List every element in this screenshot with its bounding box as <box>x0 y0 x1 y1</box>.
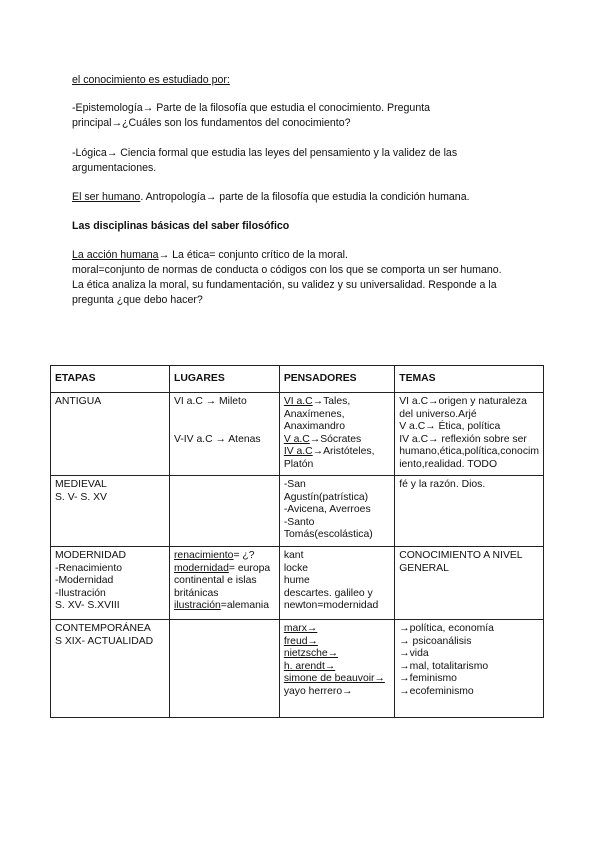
pensador-line <box>284 434 390 447</box>
table-row-antigua <box>51 393 544 476</box>
etapa-sub: -Renacimiento <box>55 562 122 574</box>
pensador-line: Tomás(escolástica) <box>283 529 373 540</box>
lugar-line <box>174 550 275 563</box>
table-row-contemporanea <box>51 620 544 718</box>
lugar-value: =alemania <box>220 600 269 611</box>
lugar-line: VI a.C → Mileto <box>173 396 247 407</box>
pensador-period: V a.C <box>283 433 310 445</box>
etapas-table <box>50 365 544 718</box>
pensador-period: VI a.C <box>283 396 313 407</box>
pensador-line: Anaximandro <box>283 421 346 432</box>
pensador-line: h. arendt→ <box>283 660 336 672</box>
pensador-period: IV a.C <box>283 446 313 457</box>
section-title: Las disciplinas básicas del saber filosófico <box>72 220 290 232</box>
tema-line: →política, economía <box>399 623 494 634</box>
ser-humano-term: El ser humano <box>72 191 141 203</box>
tema-line: GENERAL <box>399 562 449 574</box>
pensador-line: Anaxímenes, <box>283 408 345 420</box>
epistemologia-line-1: -Epistemología→ Parte de la filosofía que estudia el conocimiento. Pregunta <box>72 102 431 114</box>
lugar-term: renacimiento <box>173 550 234 561</box>
tema-line: humano,ética,política,conocim <box>399 446 539 457</box>
accion-humana-paragraph <box>72 248 542 308</box>
accion-line <box>72 248 542 263</box>
lugar-term: ilustración <box>173 600 221 611</box>
cell-lugares <box>169 476 279 547</box>
tema-line: V a.C→ Ética, política <box>399 421 501 432</box>
cell-lugares <box>169 393 279 476</box>
pensador-line: freud→ <box>283 635 318 647</box>
lugar-value: = ¿? <box>233 550 255 561</box>
cell-lugares <box>169 620 279 718</box>
pensador-line: simone de beauvoir→ <box>283 673 385 684</box>
etapa-label: ANTIGUA <box>55 396 102 407</box>
pensador-line <box>284 396 390 409</box>
header-temas: TEMAS <box>395 366 544 393</box>
etapa-label: MODERNIDAD <box>55 550 127 561</box>
header-lugares: LUGARES <box>169 366 279 393</box>
tema-line: →mal, totalitarismo <box>399 660 489 672</box>
cell-etapa <box>51 393 170 476</box>
cell-etapa <box>51 476 170 547</box>
cell-etapa <box>51 547 170 620</box>
intro-heading: el conocimiento es estudiado por: <box>72 74 230 86</box>
lugar-line <box>174 563 275 576</box>
lugar-value: = europa <box>228 562 271 574</box>
pensador-line: newton=modernidad <box>283 600 379 611</box>
pensador-line: descartes. galileo y <box>283 587 373 599</box>
lugar-line: continental e islas <box>173 575 257 586</box>
etapa-period: S XIX- ACTUALIDAD <box>55 635 154 647</box>
pensador-line: kant <box>283 550 304 561</box>
lugar-term: modernidad <box>173 562 229 574</box>
pensador-names: →Sócrates <box>309 433 362 445</box>
pensador-line: -Avicena, Averroes <box>283 504 371 515</box>
cell-temas <box>395 620 544 718</box>
accion-term: La acción humana <box>72 249 159 261</box>
lugar-line: V-IV a.C → Atenas <box>173 433 261 445</box>
cell-temas <box>395 547 544 620</box>
etapa-sub: -Ilustración <box>55 587 106 599</box>
epistemologia-line-2: principal→¿Cuáles son los fundamentos del conocimiento? <box>72 117 351 129</box>
tema-line: →feminismo <box>399 673 457 684</box>
tema-line: CONOCIMIENTO A NIVEL <box>399 550 523 561</box>
pensador-line: marx→ <box>283 623 318 634</box>
epistemologia-paragraph <box>72 101 542 131</box>
tema-line: →ecofeminismo <box>399 685 474 697</box>
tema-line: →vida <box>399 648 429 659</box>
accion-text: → La ética= conjunto crítico de la moral. <box>158 249 348 261</box>
cell-temas <box>395 393 544 476</box>
cell-temas <box>395 476 544 547</box>
table-row-modernidad <box>51 547 544 620</box>
ser-humano-text: . Antropología→ parte de la filosofía que estudia la condición humana. <box>140 191 470 203</box>
pensador-line: Agustín(patrística) <box>283 491 369 503</box>
moral-line: moral=conjunto de normas de conducta o códigos con los que se comporta un ser humano. <box>72 264 502 276</box>
cell-pensadores <box>279 620 394 718</box>
tema-line: iento,realidad. TODO <box>399 458 498 470</box>
pensador-line: -Santo <box>283 516 315 528</box>
tema-line: fé y la razón. Dios. <box>399 479 486 490</box>
cell-pensadores <box>279 393 394 476</box>
logica-paragraph <box>72 146 542 176</box>
etica-line-2: pregunta ¿que debo hacer? <box>72 294 203 306</box>
cell-pensadores <box>279 476 394 547</box>
lugar-line <box>174 600 275 613</box>
tema-line: IV a.C→ reflexión sobre ser <box>399 433 527 445</box>
cell-etapa <box>51 620 170 718</box>
cell-pensadores <box>279 547 394 620</box>
pensador-line: hume <box>283 575 310 586</box>
etapa-sub: -Modernidad <box>55 575 114 586</box>
ser-humano-paragraph <box>72 190 542 205</box>
etapa-period: S. XV- S.XVIII <box>55 600 120 611</box>
pensador-names: →Aristóteles, <box>312 446 375 457</box>
pensador-line: locke <box>283 562 309 574</box>
tema-line: VI a.C→origen y naturaleza <box>399 396 527 407</box>
lugar-line: británicas <box>173 587 219 599</box>
pensador-line <box>284 446 390 459</box>
logica-line-2: argumentaciones. <box>72 162 157 174</box>
pensador-names: →Tales, <box>312 396 351 407</box>
logica-line-1: -Lógica→ Ciencia formal que estudia las leyes del pensamiento y la validez de las <box>72 147 458 159</box>
pensador-line: -San <box>283 479 306 490</box>
header-etapas: ETAPAS <box>51 366 170 393</box>
header-pensadores: PENSADORES <box>279 366 394 393</box>
pensador-line: Platón <box>283 458 314 470</box>
cell-lugares <box>169 547 279 620</box>
pensador-line: yayo herrero→ <box>283 685 353 697</box>
tema-line: → psicoanálisis <box>399 635 472 647</box>
tema-line: del universo.Arjé <box>399 408 477 420</box>
table-row-medieval <box>51 476 544 547</box>
etica-line-1: La ética analiza la moral, su fundamentación, su validez y su universalidad. Responde a la <box>72 279 497 291</box>
pensador-line: nietzsche→ <box>283 648 339 659</box>
etapa-label: MEDIEVAL <box>55 479 107 490</box>
etapa-label: CONTEMPORÁNEA <box>55 623 151 634</box>
table-header-row <box>51 366 544 393</box>
etapa-period: S. V- S. XV <box>55 491 107 503</box>
